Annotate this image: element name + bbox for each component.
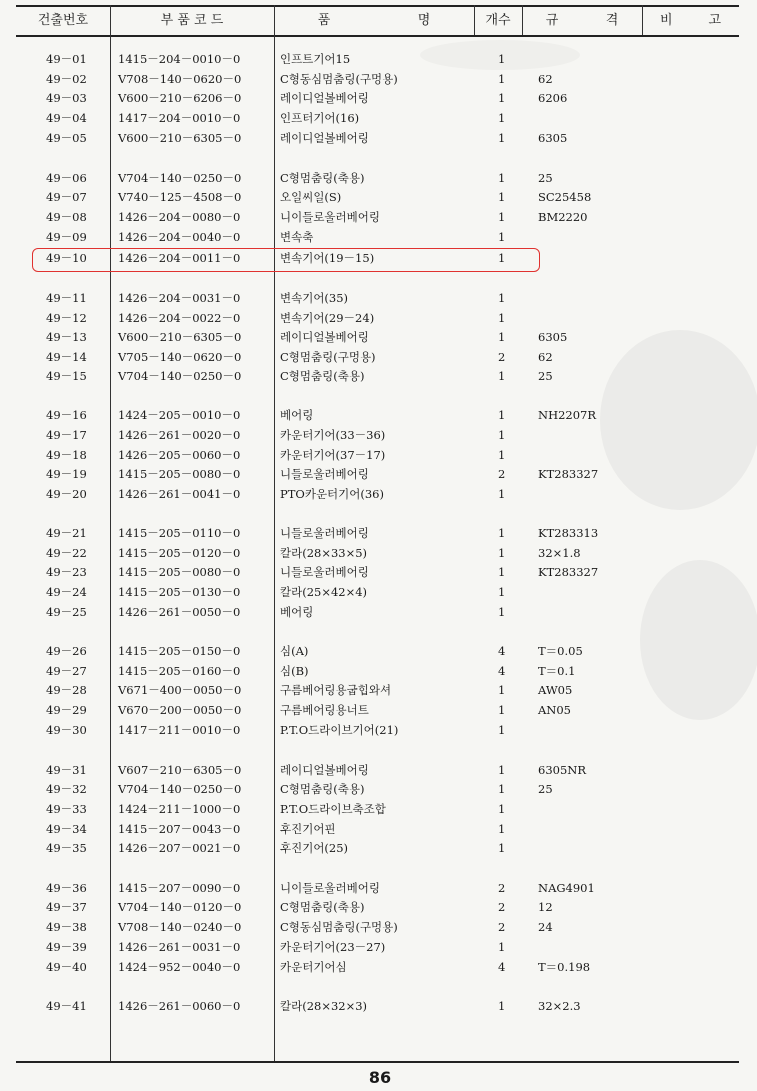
part-code: V600－210－6206－0 (118, 91, 242, 105)
quantity: 1 (498, 723, 506, 737)
part-number: 49－30 (46, 723, 87, 737)
quantity: 2 (498, 920, 506, 934)
quantity: 1 (498, 526, 506, 540)
part-number: 49－25 (46, 605, 87, 619)
specification: 6206 (538, 91, 568, 105)
specification: 32×1.8 (538, 546, 581, 560)
quantity: 1 (498, 230, 506, 244)
part-code: 1426－261－0060－0 (118, 999, 241, 1013)
part-name: 카운터기어(23－27) (280, 940, 386, 954)
quantity: 1 (498, 448, 506, 462)
part-number: 49－36 (46, 881, 87, 895)
quantity: 1 (498, 605, 506, 619)
part-number: 49－35 (46, 841, 87, 855)
quantity: 1 (498, 52, 506, 66)
part-number: 49－33 (46, 802, 87, 816)
part-number: 49－01 (46, 52, 87, 66)
specification: 25 (538, 171, 553, 185)
quantity: 1 (498, 131, 506, 145)
part-name: C형멈춤링(축용) (280, 369, 365, 383)
part-code: 1426－207－0021－0 (118, 841, 241, 855)
part-name: 구름베어링용너트 (280, 703, 369, 717)
specification: 25 (538, 369, 553, 383)
column-divider (522, 5, 523, 35)
specification: SC25458 (538, 190, 592, 204)
part-number: 49－20 (46, 487, 87, 501)
part-code: V704－140－0250－0 (118, 782, 242, 796)
part-number: 49－16 (46, 408, 87, 422)
specification: NH2207R (538, 408, 597, 422)
part-name: 카운터기어(33－36) (280, 428, 386, 442)
quantity: 1 (498, 841, 506, 855)
part-number: 49－14 (46, 350, 87, 364)
part-code: V671－400－0050－0 (118, 683, 242, 697)
part-code: 1426－204－0040－0 (118, 230, 241, 244)
part-name: 베어링 (280, 408, 314, 422)
part-number: 49－37 (46, 900, 87, 914)
part-number: 49－34 (46, 822, 87, 836)
part-name: 인프터기어(16) (280, 111, 360, 125)
part-number: 49－18 (46, 448, 87, 462)
header-spec-2: 격 (605, 13, 619, 28)
part-code: 1415－205－0120－0 (118, 546, 241, 560)
quantity: 1 (498, 763, 506, 777)
part-number: 49－22 (46, 546, 87, 560)
quantity: 1 (498, 190, 506, 204)
specification: 62 (538, 72, 553, 86)
part-code: V704－140－0250－0 (118, 369, 242, 383)
part-name: 오일씨일(S) (280, 190, 342, 204)
part-number: 49－24 (46, 585, 87, 599)
part-number: 49－40 (46, 960, 87, 974)
quantity: 1 (498, 210, 506, 224)
part-number: 49－13 (46, 330, 87, 344)
specification: AN05 (538, 703, 572, 717)
part-code: 1415－204－0010－0 (118, 52, 241, 66)
table-header (16, 5, 739, 37)
header-quantity: 개수 (485, 13, 511, 28)
part-name: 변속축 (280, 230, 314, 244)
specification: T＝0.198 (538, 960, 591, 974)
quantity: 2 (498, 467, 506, 481)
quantity: 1 (498, 487, 506, 501)
part-code: V740－125－4508－0 (118, 190, 242, 204)
quantity: 1 (498, 111, 506, 125)
part-number: 49－11 (46, 291, 87, 305)
part-name: 후진기어핀 (280, 822, 336, 836)
part-number: 49－23 (46, 565, 87, 579)
part-code: 1415－205－0110－0 (118, 526, 241, 540)
part-code: 1426－204－0080－0 (118, 210, 241, 224)
quantity: 4 (498, 644, 506, 658)
part-number: 49－27 (46, 664, 87, 678)
quantity: 2 (498, 350, 506, 364)
header-note-1: 비 (659, 13, 673, 28)
part-number: 49－28 (46, 683, 87, 697)
specification: KT283313 (538, 526, 599, 540)
specification: 24 (538, 920, 553, 934)
highlight-box (32, 248, 540, 272)
quantity: 4 (498, 960, 506, 974)
specification: AW05 (538, 683, 573, 697)
part-number: 49－09 (46, 230, 87, 244)
quantity: 1 (498, 408, 506, 422)
specification: 62 (538, 350, 553, 364)
bottom-rule (16, 1061, 739, 1063)
header-part-no: 건출번호 (37, 13, 89, 28)
part-code: 1424－211－1000－0 (118, 802, 241, 816)
part-name: P.T.O드라이브기어(21) (280, 723, 399, 737)
part-name: C형동심멈춤링(구멍용) (280, 72, 398, 86)
quantity: 1 (498, 802, 506, 816)
part-code: 1415－205－0080－0 (118, 467, 241, 481)
part-name: C형멈춤링(축용) (280, 900, 365, 914)
quantity: 1 (498, 428, 506, 442)
part-name: 레이디얼볼베어링 (280, 763, 369, 777)
header-part-name (274, 7, 474, 35)
part-name: 인프트기어15 (280, 52, 351, 66)
page-smudge (600, 330, 757, 510)
part-name: 칼라(28×32×3) (280, 999, 368, 1013)
part-code: V704－140－0250－0 (118, 171, 242, 185)
quantity: 1 (498, 585, 506, 599)
part-number: 49－31 (46, 763, 87, 777)
part-code: V708－140－0620－0 (118, 72, 242, 86)
specification: BM2220 (538, 210, 588, 224)
part-name: 변속기어(19－15) (280, 251, 375, 265)
part-name: 심(B) (280, 664, 309, 678)
quantity: 1 (498, 91, 506, 105)
quantity: 1 (498, 369, 506, 383)
column-divider (274, 5, 275, 1062)
part-code: V704－140－0120－0 (118, 900, 242, 914)
part-code: 1426－261－0020－0 (118, 428, 241, 442)
header-part-code: 부 품 코 드 (160, 13, 224, 28)
part-code: 1415－205－0160－0 (118, 664, 241, 678)
part-name: 레이디얼볼베어링 (280, 91, 369, 105)
part-name: P.T.O드라이브축조합 (280, 802, 386, 816)
quantity: 4 (498, 664, 506, 678)
part-number: 49－05 (46, 131, 87, 145)
header-spec-1: 규 (545, 13, 559, 28)
part-name: 니이들로울러베어링 (280, 210, 380, 224)
column-divider (474, 5, 475, 35)
part-code: 1417－211－0010－0 (118, 723, 241, 737)
part-code: 1415－205－0150－0 (118, 644, 241, 658)
part-number: 49－41 (46, 999, 87, 1013)
quantity: 1 (498, 999, 506, 1013)
part-number: 49－29 (46, 703, 87, 717)
quantity: 1 (498, 251, 506, 265)
part-code: 1426－204－0011－0 (118, 251, 241, 265)
part-code: 1426－205－0060－0 (118, 448, 241, 462)
part-number: 49－15 (46, 369, 87, 383)
quantity: 1 (498, 291, 506, 305)
part-name: 칼라(28×33×5) (280, 546, 368, 560)
column-divider (110, 5, 111, 1062)
specification: KT283327 (538, 565, 599, 579)
part-code: V708－140－0240－0 (118, 920, 242, 934)
quantity: 1 (498, 72, 506, 86)
part-number: 49－12 (46, 311, 87, 325)
part-name: 변속기어(29－24) (280, 311, 375, 325)
part-code: V705－140－0620－0 (118, 350, 242, 364)
part-name: C형멈춤링(축용) (280, 782, 365, 796)
specification: 12 (538, 900, 553, 914)
part-code: 1426－204－0022－0 (118, 311, 241, 325)
part-code: V670－200－0050－0 (118, 703, 242, 717)
part-name: 카운터기어(37－17) (280, 448, 386, 462)
specification: 6305 (538, 330, 568, 344)
part-name: 후진기어(25) (280, 841, 349, 855)
part-name: 베어링 (280, 605, 314, 619)
quantity: 1 (498, 565, 506, 579)
part-code: 1415－207－0043－0 (118, 822, 241, 836)
quantity: 1 (498, 822, 506, 836)
part-code: 1417－204－0010－0 (118, 111, 241, 125)
part-number: 49－21 (46, 526, 87, 540)
quantity: 1 (498, 546, 506, 560)
part-name: 심(A) (280, 644, 309, 658)
header-part-name-1: 품 (317, 13, 331, 28)
part-code: 1415－205－0080－0 (118, 565, 241, 579)
quantity: 2 (498, 881, 506, 895)
part-number: 49－10 (46, 251, 87, 265)
quantity: 1 (498, 311, 506, 325)
quantity: 1 (498, 703, 506, 717)
part-name: 변속기어(35) (280, 291, 349, 305)
header-spec (522, 7, 642, 35)
specification: 6305 (538, 131, 568, 145)
specification: 25 (538, 782, 553, 796)
part-code: 1415－207－0090－0 (118, 881, 241, 895)
part-code: 1424－952－0040－0 (118, 960, 241, 974)
quantity: 1 (498, 940, 506, 954)
part-code: 1415－205－0130－0 (118, 585, 241, 599)
quantity: 2 (498, 900, 506, 914)
part-number: 49－04 (46, 111, 87, 125)
specification: T＝0.1 (538, 664, 576, 678)
part-name: 레이디얼볼베어링 (280, 330, 369, 344)
part-code: V600－210－6305－0 (118, 131, 242, 145)
part-code: 1426－204－0031－0 (118, 291, 241, 305)
part-name: PTO카운터기어(36) (280, 487, 384, 501)
quantity: 1 (498, 782, 506, 796)
part-name: 니들로울러베어링 (280, 526, 369, 540)
part-name: C형멈춤링(구멍용) (280, 350, 376, 364)
part-name: 니들로울러베어링 (280, 565, 369, 579)
part-number: 49－38 (46, 920, 87, 934)
part-name: 구름베어링용굽힙와셔 (280, 683, 392, 697)
part-name: 카운터기어심 (280, 960, 347, 974)
part-name: 레이디얼볼베어링 (280, 131, 369, 145)
specification: KT283327 (538, 467, 599, 481)
part-name: 니들로울러베어링 (280, 467, 369, 481)
part-number: 49－32 (46, 782, 87, 796)
part-name: 칼라(25×42×4) (280, 585, 368, 599)
quantity: 1 (498, 171, 506, 185)
part-code: V600－210－6305－0 (118, 330, 242, 344)
page-number: 86 (368, 1068, 392, 1087)
part-number: 49－02 (46, 72, 87, 86)
part-number: 49－26 (46, 644, 87, 658)
header-note-2: 고 (708, 13, 722, 28)
part-number: 49－03 (46, 91, 87, 105)
part-number: 49－06 (46, 171, 87, 185)
part-number: 49－39 (46, 940, 87, 954)
part-name: C형멈춤링(축용) (280, 171, 365, 185)
part-code: 1426－261－0041－0 (118, 487, 241, 501)
quantity: 1 (498, 683, 506, 697)
part-name: C형동심멈춤링(구멍용) (280, 920, 398, 934)
part-code: 1426－261－0050－0 (118, 605, 241, 619)
part-code: 1424－205－0010－0 (118, 408, 241, 422)
part-number: 49－07 (46, 190, 87, 204)
part-code: 1426－261－0031－0 (118, 940, 241, 954)
part-number: 49－08 (46, 210, 87, 224)
specification: 6305NR (538, 763, 586, 777)
part-number: 49－19 (46, 467, 87, 481)
specification: NAG4901 (538, 881, 595, 895)
part-code: V607－210－6305－0 (118, 763, 242, 777)
specification: T＝0.05 (538, 644, 583, 658)
header-part-name-2: 명 (417, 13, 431, 28)
specification: 32×2.3 (538, 999, 581, 1013)
part-number: 49－17 (46, 428, 87, 442)
part-name: 니이들로울러베어링 (280, 881, 380, 895)
column-divider (642, 5, 643, 35)
quantity: 1 (498, 330, 506, 344)
header-note (642, 7, 739, 35)
page-smudge (640, 560, 757, 720)
